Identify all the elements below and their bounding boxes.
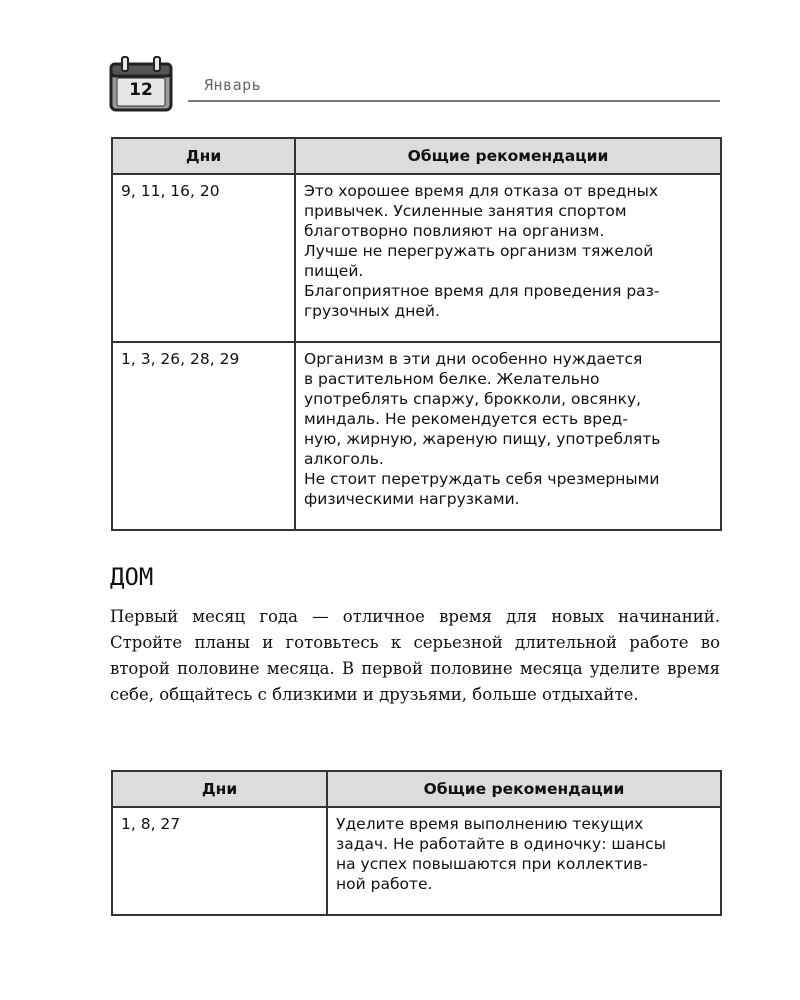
- table-header-row: [112, 771, 721, 807]
- recommendation-line: на успех повышаются при коллектив-: [336, 855, 648, 873]
- days-cell: 1, 3, 26, 28, 29: [112, 342, 295, 530]
- days-cell: 9, 11, 16, 20: [112, 174, 295, 342]
- recommendation-line: Это хорошее время для отказа от вредных: [304, 182, 659, 200]
- recommendation-line: Организм в эти дни особенно нуждается: [304, 350, 643, 368]
- recommendation-line: в растительном белке. Желательно: [304, 370, 600, 388]
- table-row: [112, 807, 721, 915]
- table-row: [112, 342, 721, 530]
- column-header-recommendations: Общие рекомендации: [327, 771, 721, 807]
- recommendation-cell: [295, 174, 721, 342]
- recommendation-cell: [327, 807, 721, 915]
- page-number: 12: [129, 80, 153, 100]
- recommendation-line: Благоприятное время для проведения раз-: [304, 282, 660, 300]
- recommendation-line: физическими нагрузками.: [304, 490, 520, 508]
- recommendation-line: Уделите время выполнению текущих: [336, 815, 644, 833]
- recommendation-cell: [295, 342, 721, 530]
- column-header-days: Дни: [112, 138, 295, 174]
- section-title: ДОМ: [110, 563, 154, 591]
- page-header: [108, 56, 720, 110]
- recommendation-line: употреблять спаржу, брокколи, овсянку,: [304, 390, 642, 408]
- chapter-title: Январь: [204, 76, 262, 94]
- table-header-row: [112, 138, 721, 174]
- section-paragraph: Первый месяц года — отличное время для новых начинаний. Стройте планы и готовьтесь к серьезной длительной работе во второй половине месяца. В первой половине месяца уделите время себе, общайтесь с близкими и друзьями, больше отдыхайте.: [110, 607, 720, 704]
- recommendation-line: миндаль. Не рекомендуется есть вред-: [304, 410, 628, 428]
- column-header-days: Дни: [112, 771, 327, 807]
- column-header-recommendations: Общие рекомендации: [295, 138, 721, 174]
- recommendation-line: ную, жирную, жареную пищу, употреблять: [304, 430, 661, 448]
- recommendation-line: пищей.: [304, 262, 364, 280]
- header-divider: [188, 100, 720, 102]
- recommendation-line: алкоголь.: [304, 450, 384, 468]
- days-cell: 1, 8, 27: [112, 807, 327, 915]
- table-row: [112, 174, 721, 342]
- recommendations-table-1: [111, 137, 722, 531]
- recommendation-line: ной работе.: [336, 875, 433, 893]
- recommendation-line: Не стоит перетруждать себя чрезмерными: [304, 470, 660, 488]
- recommendation-line: задач. Не работайте в одиночку: шансы: [336, 835, 666, 853]
- recommendations-table-2: [111, 770, 722, 916]
- recommendation-line: благотворно повлияют на организм.: [304, 222, 605, 240]
- recommendation-line: Лучше не перегружать организм тяжелой: [304, 242, 654, 260]
- recommendation-line: грузочных дней.: [304, 302, 440, 320]
- recommendation-line: привычек. Усиленные занятия спортом: [304, 202, 627, 220]
